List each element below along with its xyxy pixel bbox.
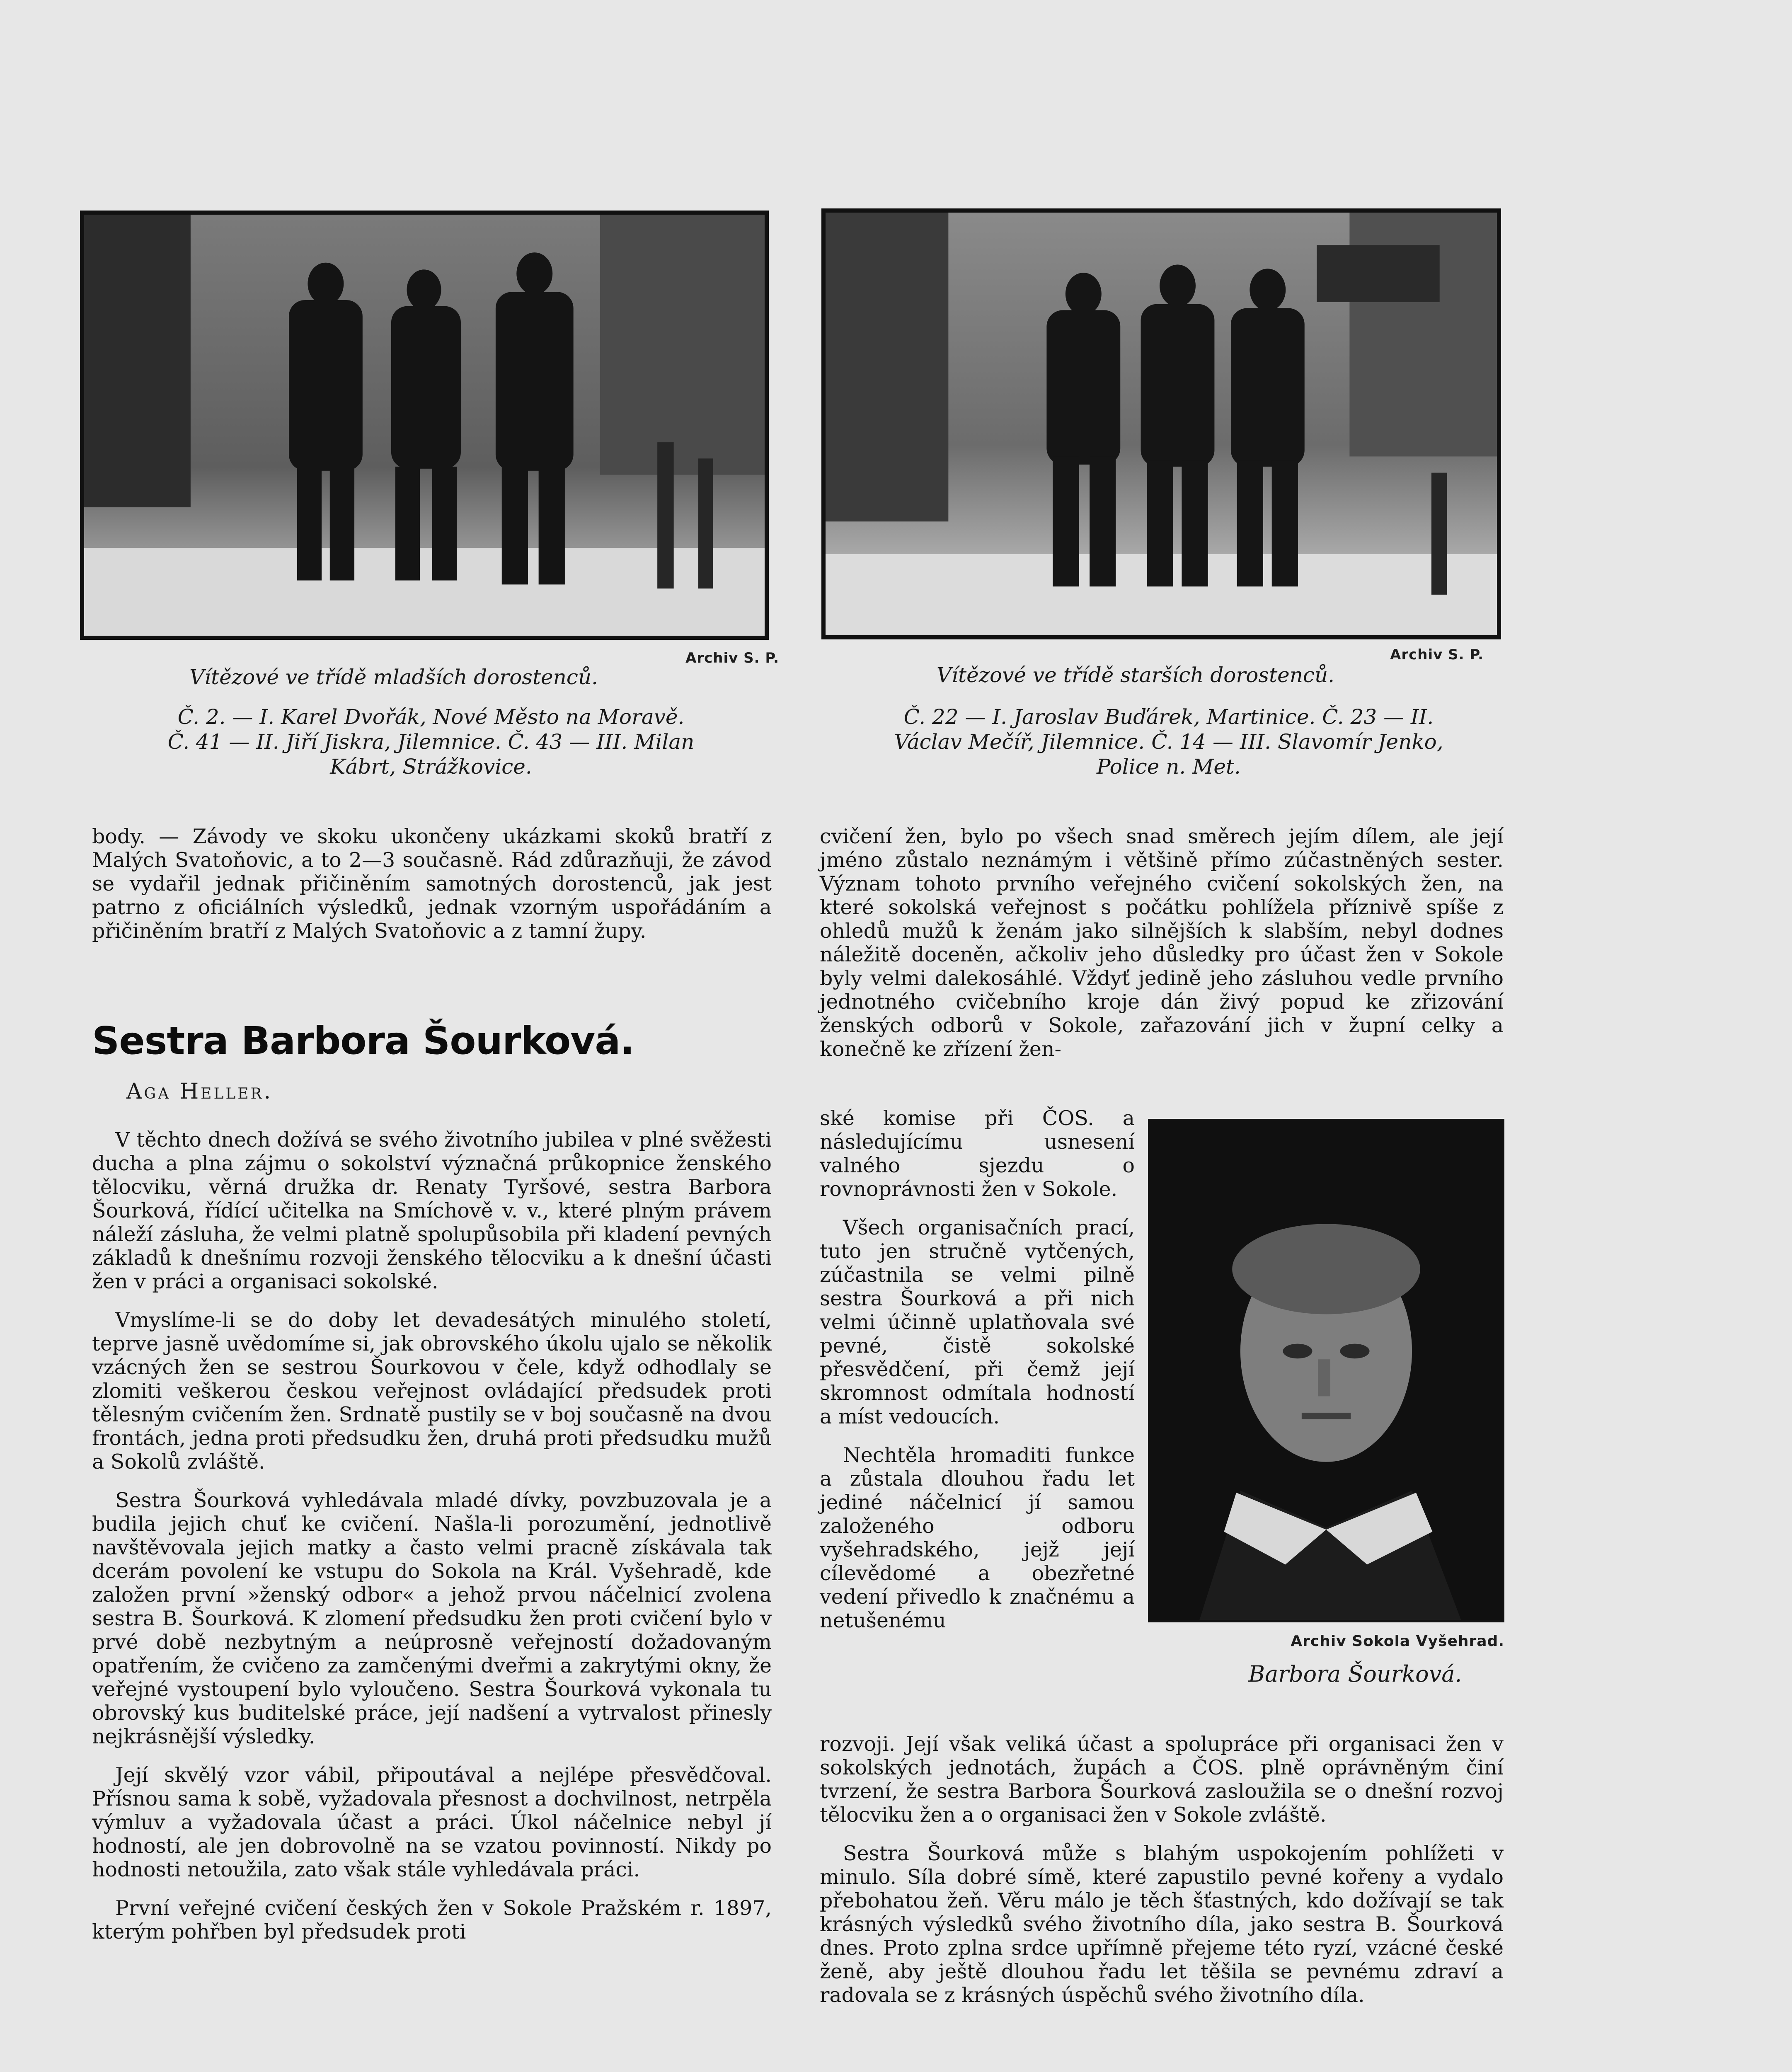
caption-title-left: Vítězové ve třídě mladších dorostenců. bbox=[189, 665, 598, 689]
photo-credit-left: Archiv S. P. bbox=[685, 650, 779, 666]
body-paragraph: cvičení žen, bylo po všech snad směrech jejím dílem, ale její jméno zůstalo neznámým i většině přímo zúčastněných sester. Význam tohoto prvního veřejného cvičení sokolských žen, na které sokolská veřejnost s počátku pohlížela příznivě spíše z ohledů mužů k ženám jako silnějších k slabším, nebyl dodnes náležitě doceněn, ačkoliv jeho důsledky pro účast žen v Sokole byly velmi dalekosáhlé. Vždyť jedině jeho zásluhou vedle prvního jednotného cvičebního kroje dán živý popud ke zřizování ženských odborů v Sokole, zařazování jich v župní celky a konečně ke zřízení žen- bbox=[820, 825, 1504, 1061]
right-narrow-text bbox=[820, 1106, 1135, 1632]
caption-line: Police n. Met. bbox=[1097, 755, 1241, 779]
caption-names-left bbox=[75, 704, 787, 779]
right-bottom-text bbox=[820, 1732, 1504, 2007]
caption-line: Č. 22 — I. Jaroslav Buďárek, Martinice. Č. 23 — II. bbox=[903, 705, 1434, 729]
caption-title-right: Vítězové ve třídě starších dorostenců. bbox=[936, 663, 1335, 687]
body-paragraph: Vmyslíme-li se do doby let devadesátých minulého století, teprve jasně uvědomíme si, jak obrovského úkolu ujalo se několik vzácných žen se sestrou Šourkovou v čele, když odhodlaly se zlomiti veškerou českou veřejnost ovládající předsudek proti tělesným cvičením žen. Srdnatě pustily se v boj současně na dvou frontách, jedna proti předsudku žen, druhá proti předsudku mužů a Sokolů zvláště. bbox=[92, 1308, 772, 1474]
article-author: Aga Heller. bbox=[126, 1079, 273, 1104]
left-article-body bbox=[92, 1128, 772, 1944]
caption-line: Č. 2. — I. Karel Dvořák, Nové Město na Moravě. bbox=[177, 705, 685, 729]
article-title: Sestra Barbora Šourková. bbox=[92, 1019, 634, 1063]
body-paragraph: Všech organisačních prací, tuto jen stručně vytčených, zúčastnila se velmi pilně sestra Šourková a při nich velmi účinně uplatňovala své pevné, čistě sokolské přesvědčení, při čemž její skromnost odmítala hodností a míst vedoucích. bbox=[820, 1216, 1135, 1428]
caption-line: Č. 41 — II. Jiří Jiskra, Jilemnice. Č. 43 — III. Milan bbox=[167, 730, 695, 754]
caption-line: Kábrt, Strážkovice. bbox=[330, 755, 532, 779]
body-paragraph: ské komise při ČOS. a následujícímu usnesení valného sjezdu o rovnoprávnosti žen v Sokole. bbox=[820, 1106, 1135, 1201]
body-paragraph: Sestra Šourková může s blahým uspokojením pohlížeti v minulo. Síla dobré símě, které zapustilo pevné kořeny a vydalo přebohatou žeň. Věru málo je těch šťastných, kdo dožívají se tak krásných výsledků svého životního díla, jako sestra B. Šourková dnes. Proto zplna srdce upřímně přejeme této ryzí, vzácné české ženě, aby ještě dlouhou řadu let těšila se pevnému zdraví a radovala se z krásných úspěchů svého životního díla. bbox=[820, 1842, 1504, 2007]
body-paragraph: První veřejné cvičení českých žen v Sokole Pražském r. 1897, kterým pohřben byl předsudek proti bbox=[92, 1896, 772, 1944]
photo-younger-juniors bbox=[80, 211, 769, 640]
caption-names-right bbox=[812, 704, 1525, 779]
intro-paragraph: body. — Závody ve skoku ukončeny ukázkami skoků bratří z Malých Svatoňovic, a to 2—3 současně. Rád zdůrazňuji, že závod se vydařil jednak přičiněním samotných dorostenců, jak jest patrno z oficiálních výsledků, jednak vzorným uspořádáním a přičiněním bratří z Malých Svatoňovic a z tamní župy. bbox=[92, 825, 772, 943]
caption-line: Václav Mečíř, Jilemnice. Č. 14 — III. Slavomír Jenko, bbox=[894, 730, 1443, 754]
portrait-photo bbox=[1148, 1119, 1504, 1622]
photo-older-juniors-image bbox=[826, 213, 1497, 635]
body-paragraph: Její skvělý vzor vábil, připoutával a nejlépe přesvědčoval. Přísnou sama k sobě, vyžadovala přesnost a dochvilnost, netrpěla výmluv a vyžadovala účast a práci. Úkol náčelnice nebyl jí hodností, ale jen dobrovolně na se vzatou povinností. Nikdy po hodnosti netoužila, zato však stále vyhledávala práci. bbox=[92, 1763, 772, 1881]
photo-younger-juniors-image bbox=[84, 215, 765, 636]
photo-credit-right: Archiv S. P. bbox=[1390, 646, 1484, 663]
portrait-caption: Barbora Šourková. bbox=[1248, 1661, 1462, 1687]
portrait-credit: Archiv Sokola Vyšehrad. bbox=[1291, 1633, 1504, 1650]
body-paragraph: Sestra Šourková vyhledávala mladé dívky, povzbuzovala je a budila jejich chuť ke cvičení. Našla-li porozumění, jednotlivě navštěvovala jejich matky a často velmi pracně získávala tak dcerám povolení ke vstupu do Sokola na Král. Vyšehradě, kde založen první »ženský odbor« a jehož prvou náčelnicí zvolena sestra B. Šourková. K zlomení předsudku žen proti cvičení bylo v prvé době nezbytným a neúprosně veřejností dožadovaným opatřením, že cvičeno za zamčenými dveřmi a zakrytými okny, že veřejné vystoupení bylo vyloučeno. Sestra Šourková vykonala tu obrovský kus buditelské práce, její nadšení a vytrvalost přinesly nejkrásnější výsledky. bbox=[92, 1489, 772, 1748]
body-paragraph: rozvoji. Její však veliká účast a spolupráce při organisaci žen v sokolských jednotách, župách a ČOS. plně oprávněným činí tvrzení, že sestra Barbora Šourková zasloužila se o dnešní rozvoj tělocviku žen a o organisaci žen v Sokole zvláště. bbox=[820, 1732, 1504, 1827]
body-paragraph: V těchto dnech dožívá se svého životního jubilea v plné svěžesti ducha a plna zájmu o sokolství význačná průkopnice ženského tělocviku, věrná družka dr. Renaty Tyršové, sestra Barbora Šourková, řídící učitelka na Smíchově v. v., které plným právem náleží zásluha, že velmi platně spolupůsobila při kladení pevných základů k dnešnímu rozvoji ženského tělocviku a k dnešní účasti žen v práci a organisaci sokolské. bbox=[92, 1128, 772, 1293]
left-intro bbox=[92, 825, 772, 943]
photo-older-juniors bbox=[821, 208, 1501, 639]
portrait-image bbox=[1150, 1121, 1502, 1620]
body-paragraph: Nechtěla hromaditi funkce a zůstala dlouhou řadu let jediné náčelnicí jí samou založeného odboru vyšehradského, jejž její cílevědomé a obezřetné vedení přivedlo k značnému a netušenému bbox=[820, 1443, 1135, 1632]
right-top-text bbox=[820, 825, 1504, 1061]
